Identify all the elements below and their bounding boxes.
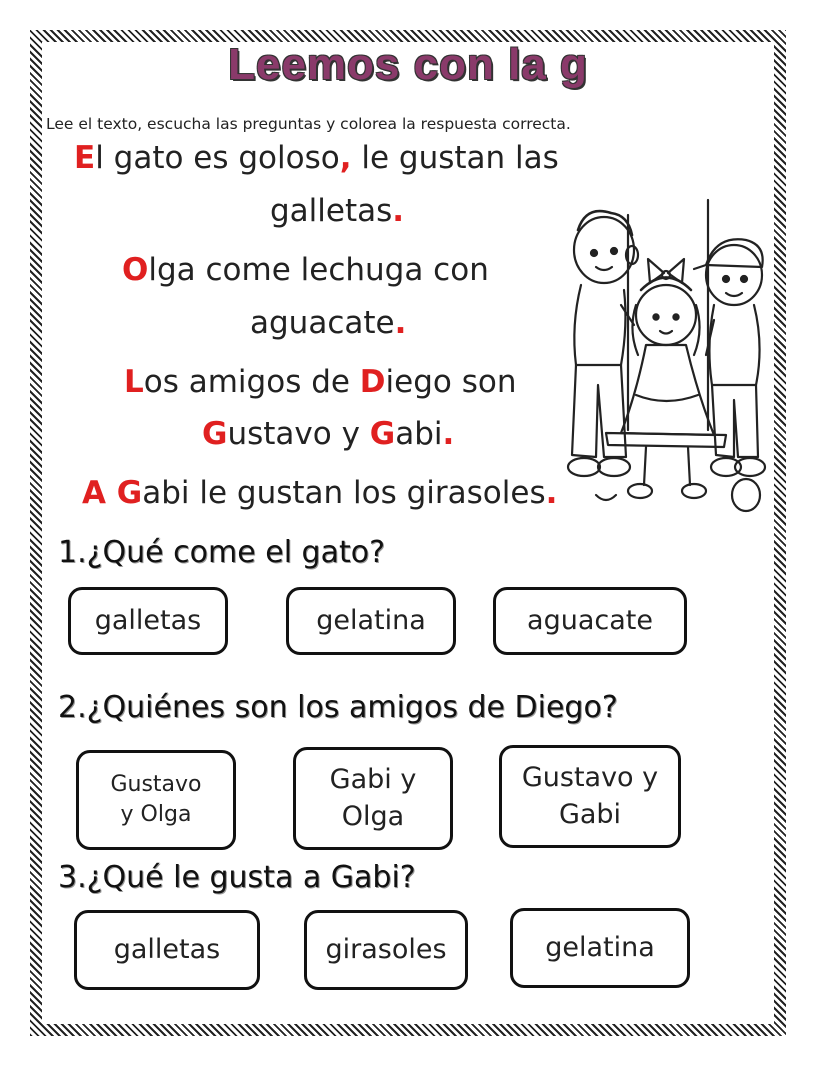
option-text [110, 770, 201, 829]
option-line: Olga [341, 800, 405, 832]
option-line: Gustavo [110, 772, 202, 798]
question-1: 1.¿Qué come el gato? [58, 535, 386, 570]
red-initial: O [122, 252, 149, 288]
instructions: Lee el texto, escucha las preguntas y colorea la respuesta correcta. [46, 115, 571, 133]
red-initial: A G [82, 475, 143, 511]
reading-text: aguacate [250, 305, 395, 341]
red-punctuation: . [442, 416, 455, 452]
children-swing-illustration [566, 195, 781, 535]
q3-option-gelatina[interactable]: gelatina [510, 908, 690, 988]
red-initial: D [359, 364, 386, 400]
reading-text: galletas [270, 193, 393, 229]
q2-option-gabi-y-olga[interactable] [293, 747, 453, 850]
red-initial: G [202, 416, 228, 452]
reading-text: abi le gustan los girasoles [142, 475, 546, 511]
option-line: Gabi [558, 798, 622, 830]
q1-option-aguacate[interactable]: aguacate [493, 587, 687, 655]
reading-text: le gustan las [351, 140, 559, 176]
reading-text: ustavo y [227, 416, 370, 452]
page-title: Leemos con la g [228, 40, 588, 89]
q2-option-gustavo-y-olga[interactable] [76, 750, 236, 850]
red-initial: G [369, 416, 396, 452]
red-initial: L [124, 364, 144, 400]
question-2: 2.¿Quiénes son los amigos de Diego? [58, 690, 618, 725]
reading-line-5 [124, 364, 516, 400]
q1-option-gelatina[interactable]: gelatina [286, 587, 456, 655]
reading-line-1 [74, 140, 559, 176]
option-text [330, 762, 417, 835]
reading-text: abi [395, 416, 443, 452]
red-initial: E [74, 140, 96, 176]
option-line: Gabi y [329, 764, 417, 796]
red-punctuation: . [392, 193, 405, 229]
option-line: y Olga [120, 802, 192, 827]
q3-option-galletas[interactable]: galletas [74, 910, 260, 990]
option-text [522, 760, 658, 833]
reading-text: os amigos de [143, 364, 360, 400]
red-punctuation: , [339, 140, 352, 176]
reading-line-7 [82, 475, 557, 511]
reading-line-3 [122, 252, 489, 288]
reading-text: iego son [385, 364, 517, 400]
red-punctuation: . [545, 475, 558, 511]
red-punctuation: . [394, 305, 407, 341]
option-line: Gustavo y [521, 762, 659, 794]
question-3: 3.¿Qué le gusta a Gabi? [58, 860, 416, 895]
reading-text: lga come lechuga con [148, 252, 489, 288]
reading-line-2 [270, 193, 404, 229]
q2-option-gustavo-y-gabi[interactable] [499, 745, 681, 848]
q3-option-girasoles[interactable]: girasoles [304, 910, 468, 990]
reading-line-6 [202, 416, 454, 452]
reading-line-4 [250, 305, 406, 341]
reading-text: l gato es goloso [95, 140, 340, 176]
q1-option-galletas[interactable]: galletas [68, 587, 228, 655]
